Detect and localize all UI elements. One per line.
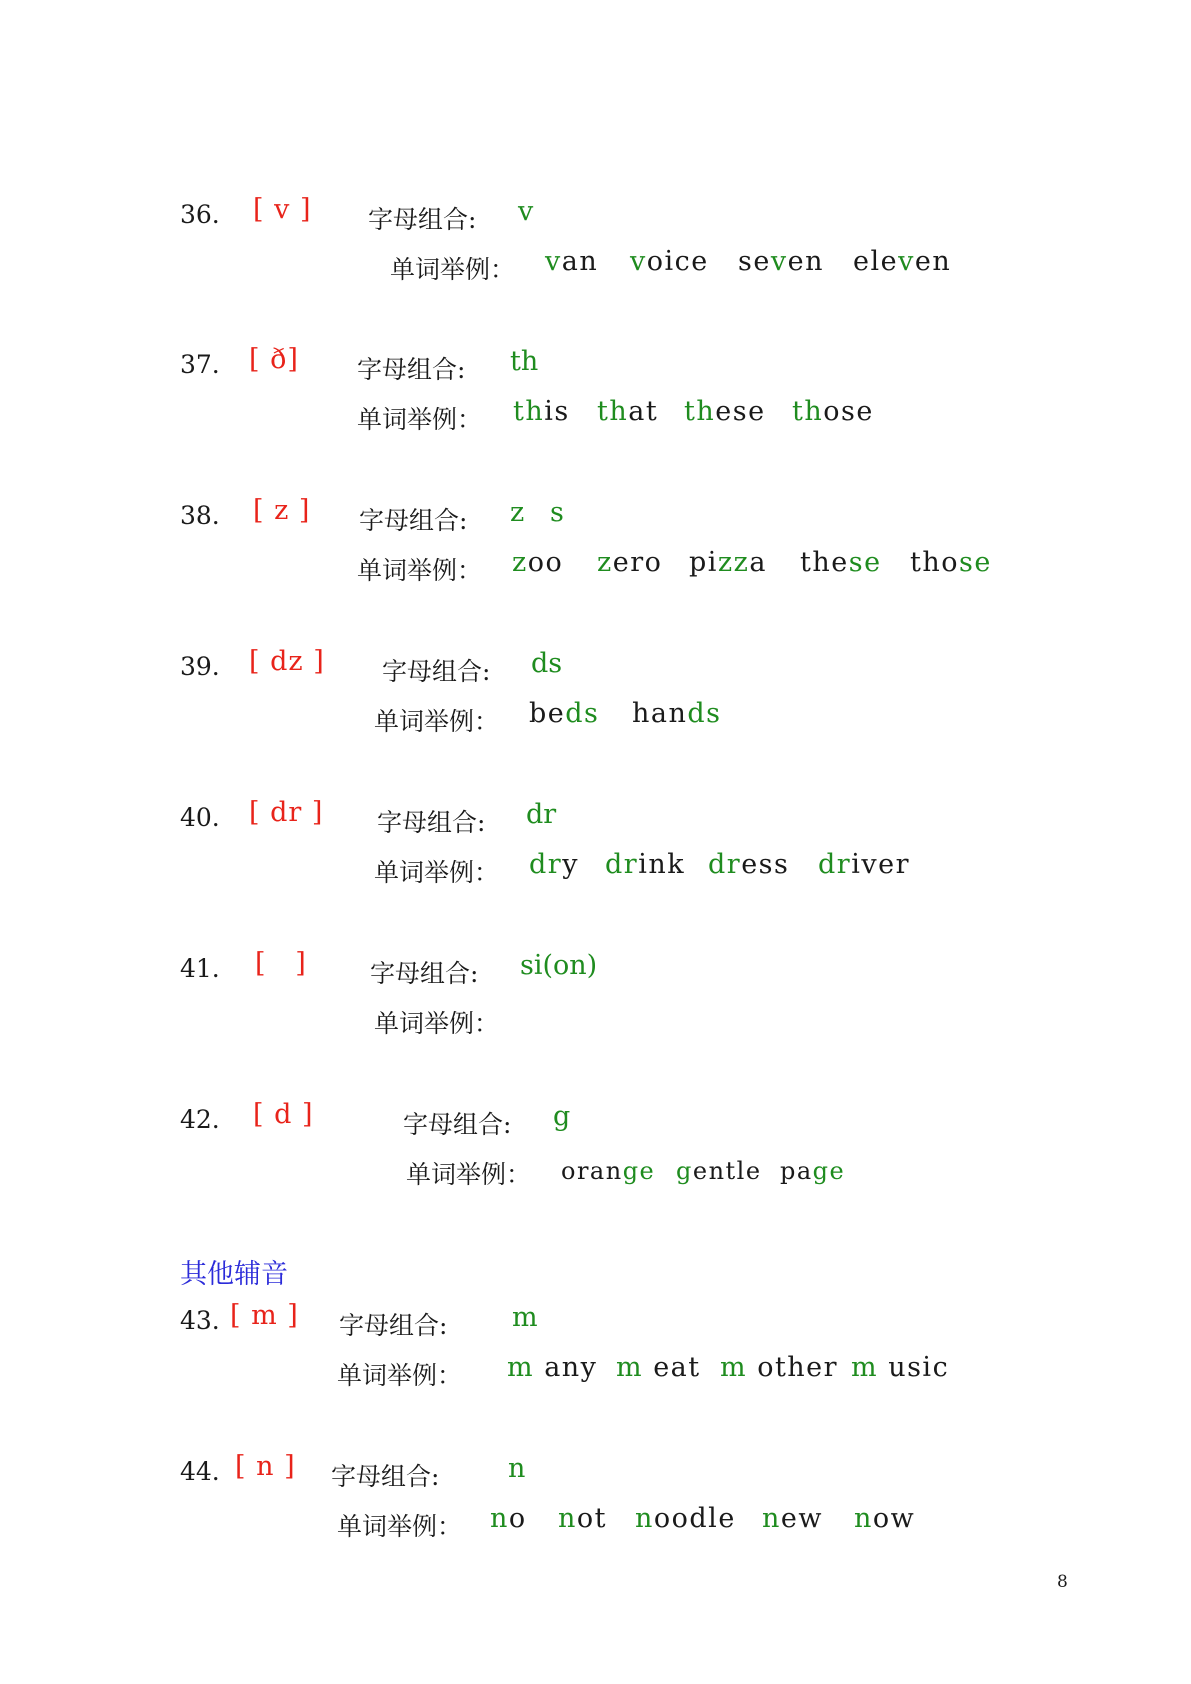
example-word: dry xyxy=(529,849,579,880)
section-title: 其他辅音 xyxy=(180,1259,288,1290)
example-word: seven xyxy=(738,246,824,277)
example-words-label: 单词举例： xyxy=(374,1009,500,1038)
entry-number: 39. xyxy=(180,652,220,681)
example-word: m any xyxy=(507,1352,598,1383)
example-word: m eat xyxy=(616,1352,701,1383)
example-words-label: 单词举例： xyxy=(357,556,483,585)
entry-number: 43. xyxy=(180,1306,220,1335)
phonetic-symbol: [ dz ] xyxy=(249,646,325,677)
example-word: eleven xyxy=(853,246,952,277)
phonetic-symbol: [ ] xyxy=(255,948,307,979)
phonetic-entry xyxy=(180,495,1080,621)
example-word: page xyxy=(780,1157,846,1185)
letter-combination-value: ds xyxy=(531,648,563,679)
example-word: pizza xyxy=(689,547,767,578)
example-words-label: 单词举例： xyxy=(374,858,500,887)
letter-combination-label: 字母组合: xyxy=(359,506,468,535)
letter-combination-value: v xyxy=(518,196,534,227)
example-words-label: 单词举例： xyxy=(337,1361,463,1390)
example-word: those xyxy=(910,547,992,578)
example-word: m other xyxy=(720,1352,839,1383)
letter-combination-label: 字母组合: xyxy=(339,1311,448,1340)
phonetic-entry xyxy=(180,1300,1080,1426)
example-words-label: 单词举例： xyxy=(406,1160,532,1189)
example-word: this xyxy=(513,396,570,427)
phonetic-symbol: [ m ] xyxy=(230,1300,299,1331)
example-word: beds xyxy=(529,698,600,729)
example-word: gentle xyxy=(676,1157,762,1185)
entry-number: 41. xyxy=(180,954,220,983)
letter-combination-label: 字母组合: xyxy=(370,959,479,988)
phonetic-entry xyxy=(180,948,1080,1074)
example-word: not xyxy=(558,1503,607,1534)
entry-number: 42. xyxy=(180,1105,220,1134)
letter-combination-value: n xyxy=(508,1453,526,1484)
letter-combination-label: 字母组合: xyxy=(382,657,491,686)
example-word: these xyxy=(800,547,882,578)
entry-number: 40. xyxy=(180,803,220,832)
example-word: zoo xyxy=(512,547,564,578)
example-word: van xyxy=(545,246,599,277)
letter-combination-label: 字母组合: xyxy=(357,355,466,384)
phonetic-symbol: [ d ] xyxy=(253,1099,314,1130)
example-word: hands xyxy=(632,698,722,729)
example-word: new xyxy=(762,1503,823,1534)
example-word: noodle xyxy=(635,1503,736,1534)
example-word: zero xyxy=(597,547,663,578)
phonetic-symbol: [ ð] xyxy=(249,344,299,375)
example-word: those xyxy=(792,396,874,427)
example-word: these xyxy=(684,396,766,427)
letter-combination-value: z s xyxy=(510,497,564,528)
letter-combination-label: 字母组合: xyxy=(368,205,477,234)
phonetic-entry xyxy=(180,344,1080,470)
entry-number: 37. xyxy=(180,350,220,379)
phonetic-symbol: [ v ] xyxy=(253,194,312,225)
letter-combination-value: m xyxy=(512,1302,538,1333)
entry-number: 38. xyxy=(180,501,220,530)
letter-combination-value: g xyxy=(553,1101,571,1132)
example-word: that xyxy=(597,396,659,427)
example-words-label: 单词举例： xyxy=(390,255,516,284)
phonetic-entry xyxy=(180,1451,1080,1577)
example-word: now xyxy=(854,1503,916,1534)
phonetic-entry xyxy=(180,194,1080,320)
example-word: drink xyxy=(605,849,686,880)
letter-combination-label: 字母组合: xyxy=(377,808,486,837)
example-word: voice xyxy=(630,246,709,277)
phonetic-entry xyxy=(180,646,1080,772)
page-number: 8 xyxy=(1057,1572,1068,1592)
phonetic-symbol: [ n ] xyxy=(235,1451,296,1482)
example-word: orange xyxy=(561,1157,656,1185)
example-word: m usic xyxy=(851,1352,950,1383)
example-words-label: 单词举例： xyxy=(337,1512,463,1541)
letter-combination-value: dr xyxy=(526,799,557,830)
example-word: driver xyxy=(818,849,910,880)
letter-combination-label: 字母组合: xyxy=(403,1110,512,1139)
phonetic-symbol: [ dr ] xyxy=(249,797,324,828)
letter-combination-value: th xyxy=(510,346,539,377)
letter-combination-value: si(on) xyxy=(520,950,598,981)
phonetic-entry xyxy=(180,1099,1080,1225)
entry-number: 36. xyxy=(180,200,220,229)
phonetic-entry xyxy=(180,797,1080,923)
entry-number: 44. xyxy=(180,1457,220,1486)
letter-combination-label: 字母组合: xyxy=(331,1462,440,1491)
example-words-label: 单词举例： xyxy=(357,405,483,434)
phonetic-symbol: [ z ] xyxy=(253,495,311,526)
example-words-label: 单词举例： xyxy=(374,707,500,736)
example-word: dress xyxy=(708,849,790,880)
example-word: no xyxy=(490,1503,527,1534)
